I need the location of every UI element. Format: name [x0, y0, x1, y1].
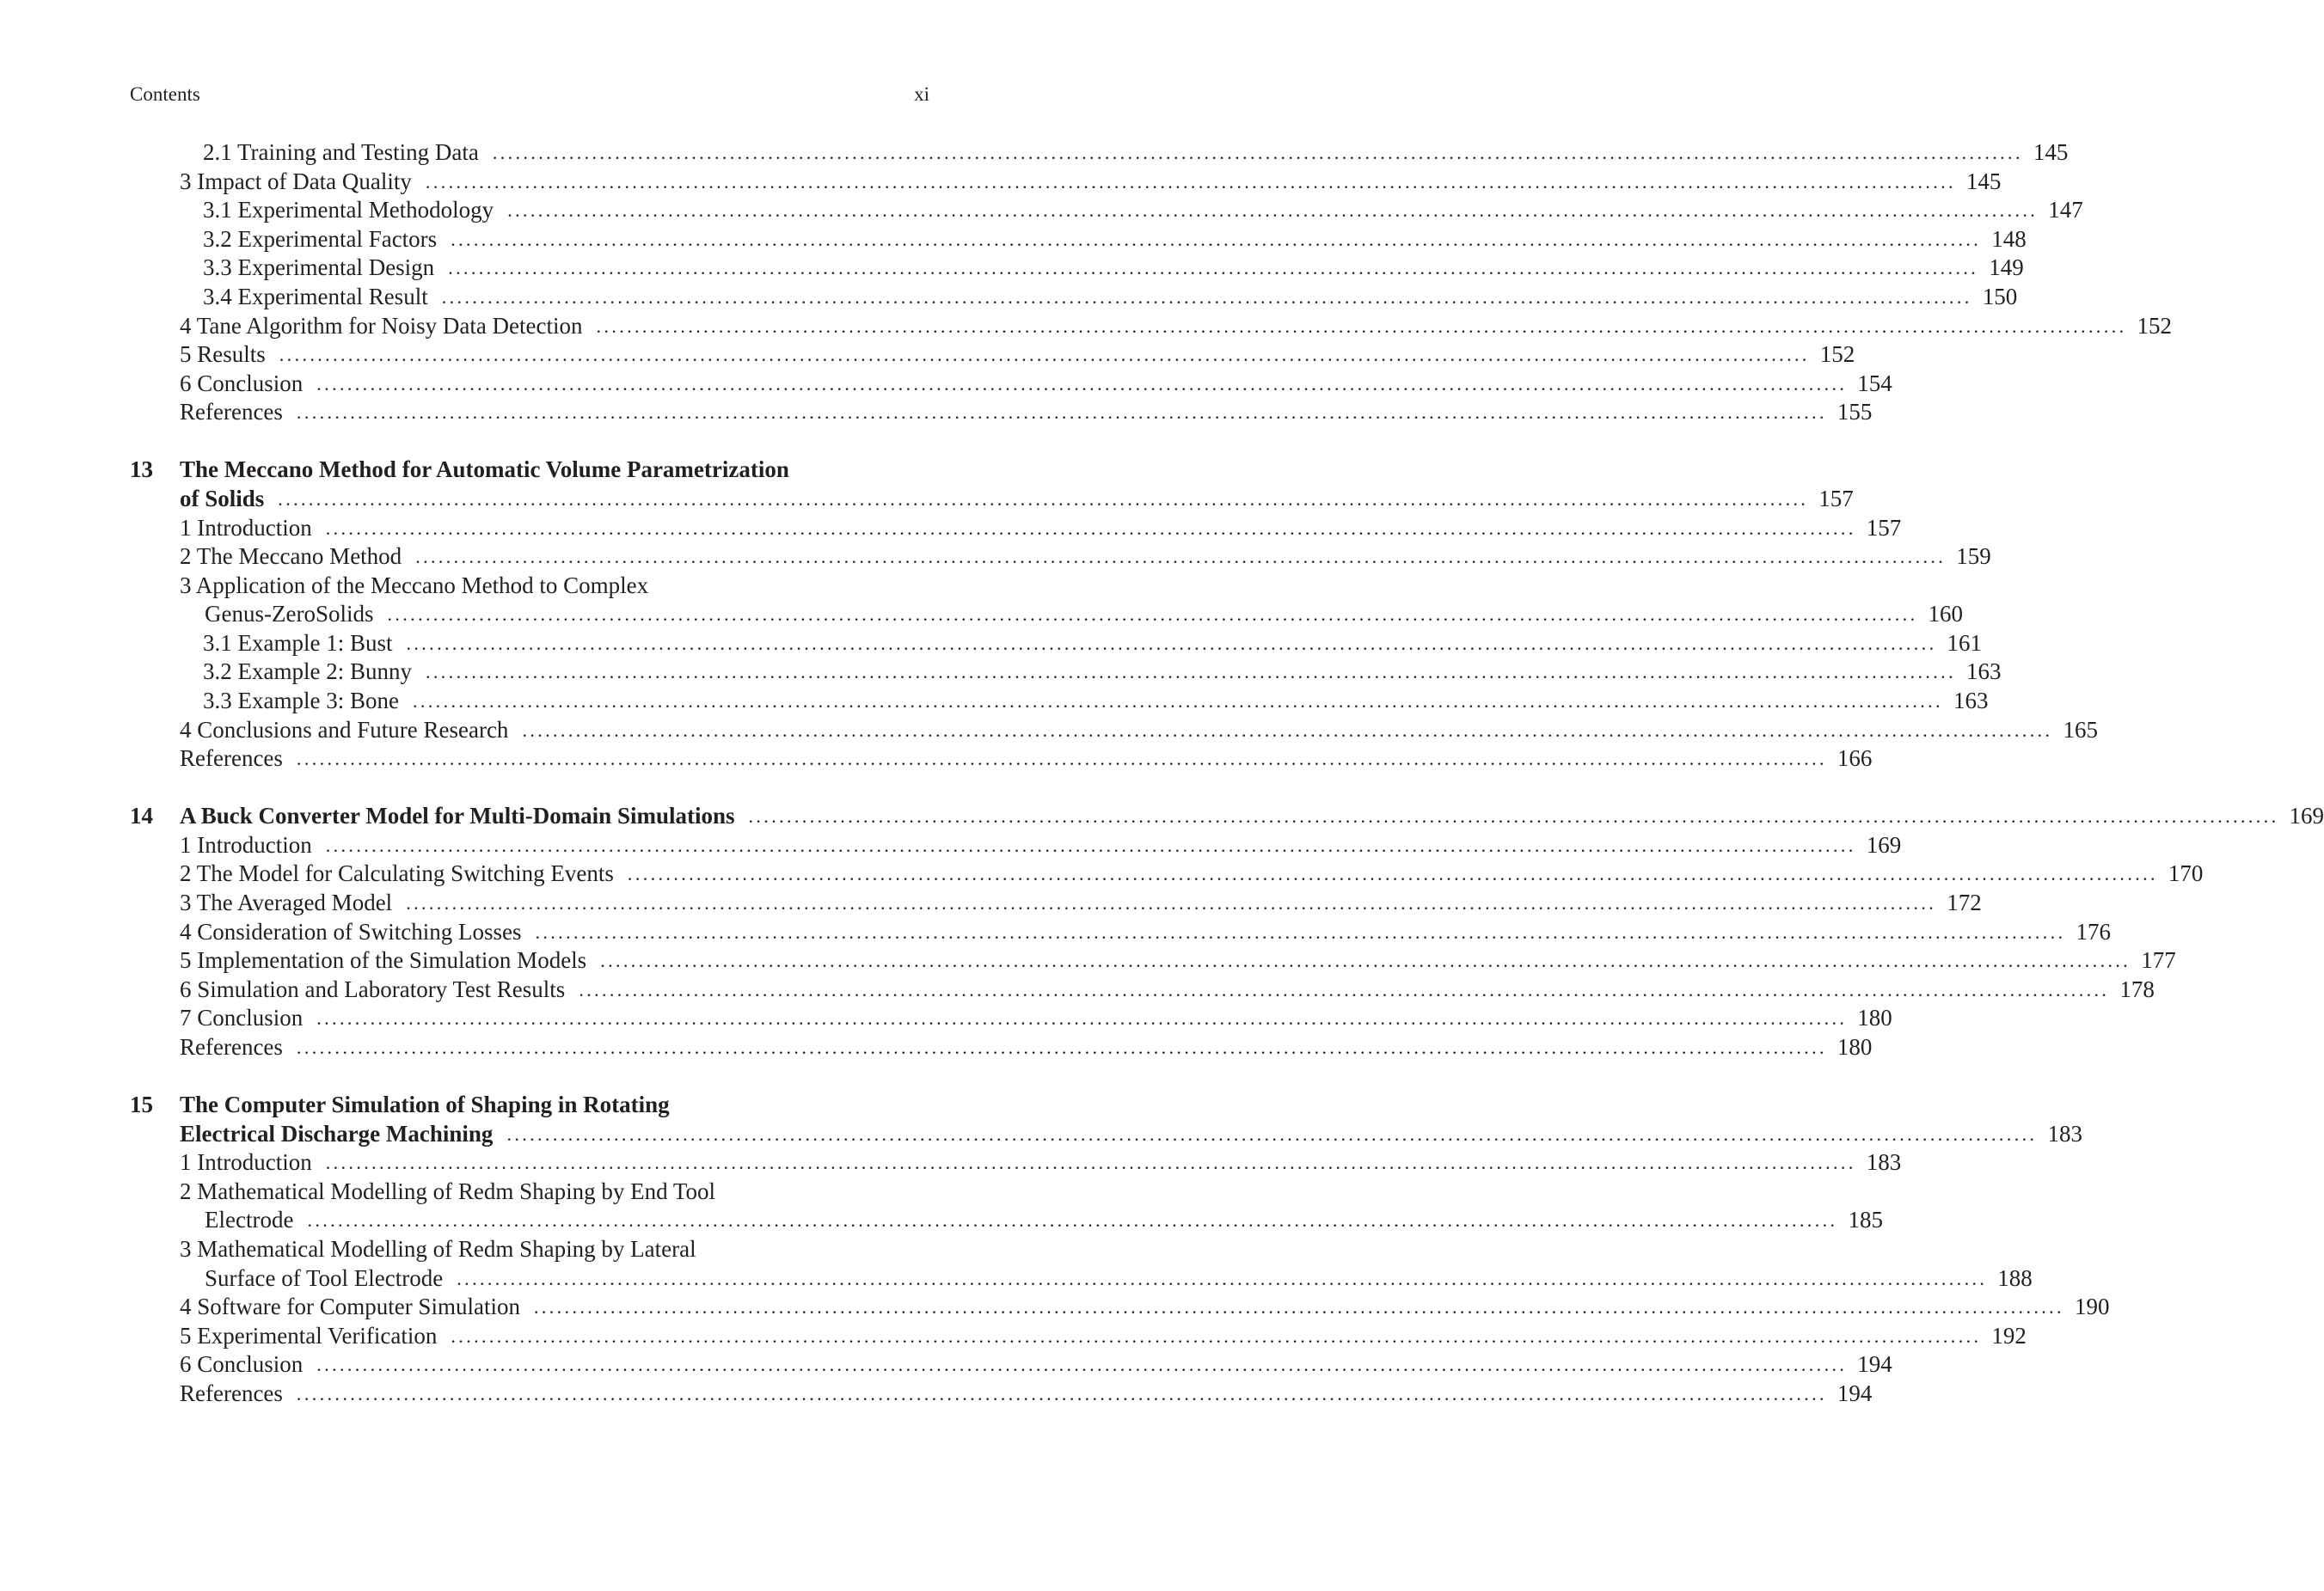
- toc-row: [130, 1206, 1883, 1235]
- table-of-contents: [130, 138, 2324, 1409]
- toc-chapter-row: [130, 1091, 929, 1120]
- leader-dots: ........................................................................................................................................................................................................: [425, 661, 1956, 683]
- leader-dots: ........................................................................................................................................................................................................: [296, 1382, 1827, 1404]
- running-title: Contents: [130, 83, 200, 105]
- entry-title: 7 Conclusion: [180, 1005, 304, 1031]
- leader-dots: ........................................................................................................................................................................................................: [492, 142, 2023, 163]
- leader-dots: ........................................................................................................................................................................................................: [278, 487, 1809, 510]
- entry-title: 3.1 Experimental Methodology: [203, 197, 494, 223]
- chapter-number: 15: [130, 1091, 153, 1117]
- entry-page-number: 177: [2141, 947, 2176, 974]
- entry-page-number: 169: [2289, 803, 2324, 829]
- entry-title: References: [180, 745, 283, 772]
- entry-title: References: [180, 1380, 283, 1406]
- entry-title: 6 Conclusion: [180, 1351, 304, 1378]
- entry-page-number: 165: [2063, 716, 2098, 743]
- entry-title: A Buck Converter Model for Multi-Domain Simulations: [180, 803, 735, 829]
- leader-dots: ........................................................................................................................................................................................................: [296, 748, 1827, 770]
- toc-row: [130, 600, 1963, 629]
- leader-dots: ........................................................................................................................................................................................................: [748, 805, 2279, 828]
- toc-row: [130, 629, 1982, 658]
- leader-dots: ........................................................................................................................................................................................................: [316, 1007, 1848, 1030]
- leader-dots: ........................................................................................................................................................................................................: [448, 257, 1979, 279]
- toc-row: [130, 196, 2083, 225]
- toc-row: [130, 831, 1902, 860]
- entry-title: 3.2 Example 2: Bunny: [203, 658, 412, 685]
- toc-row: [130, 254, 2024, 283]
- entry-title: The Meccano Method for Automatic Volume Parametrization: [180, 456, 789, 483]
- leader-dots: ........................................................................................................................................................................................................: [507, 199, 2039, 222]
- entry-page-number: 149: [1989, 254, 2024, 281]
- entry-page-number: 166: [1837, 745, 1873, 772]
- leader-dots: ........................................................................................................................................................................................................: [579, 978, 2110, 1000]
- entry-page-number: 161: [1947, 629, 1982, 656]
- toc-chapter-row: [130, 802, 2324, 831]
- entry-page-number: 154: [1857, 370, 1892, 396]
- entry-page-number: 169: [1866, 831, 1902, 858]
- entry-title: 6 Simulation and Laboratory Test Results: [180, 976, 566, 1002]
- leader-dots: ........................................................................................................................................................................................................: [406, 892, 1937, 915]
- toc-row: [130, 1350, 1892, 1380]
- toc-row: [130, 658, 2002, 687]
- toc-row: [130, 918, 2111, 947]
- entry-page-number: 178: [2119, 976, 2155, 1002]
- entry-page-number: 148: [1991, 225, 2027, 252]
- entry-page-number: 152: [2137, 312, 2173, 339]
- entry-title: Surface of Tool Electrode: [205, 1264, 444, 1291]
- toc-row: [130, 716, 2098, 745]
- leader-dots: ........................................................................................................................................................................................................: [415, 546, 1947, 568]
- entry-page-number: 194: [1837, 1380, 1873, 1406]
- entry-title: 3.1 Example 1: Bust: [203, 629, 393, 656]
- entry-title: 4 Tane Algorithm for Noisy Data Detection: [180, 312, 583, 339]
- entry-page-number: 160: [1928, 601, 1963, 627]
- leader-dots: ........................................................................................................................................................................................................: [279, 344, 1810, 366]
- entry-title: 4 Consideration of Switching Losses: [180, 918, 522, 945]
- toc-chapter-row: [130, 456, 929, 485]
- entry-title: Electrode: [205, 1207, 294, 1233]
- entry-page-number: 185: [1848, 1207, 1883, 1233]
- entry-page-number: 188: [1997, 1264, 2033, 1291]
- toc-row: [130, 976, 2155, 1005]
- toc-row: [130, 398, 1873, 427]
- toc-row: [130, 283, 2018, 312]
- entry-title: Genus-ZeroSolids: [205, 601, 374, 627]
- leader-dots: ........................................................................................................................................................................................................: [307, 1209, 1838, 1232]
- leader-dots: ........................................................................................................................................................................................................: [627, 863, 2158, 885]
- leader-dots: ........................................................................................................................................................................................................: [325, 834, 1856, 856]
- leader-dots: ........................................................................................................................................................................................................: [406, 632, 1937, 654]
- entry-page-number: 145: [1965, 168, 2002, 194]
- entry-page-number: 183: [2047, 1120, 2082, 1147]
- chapter-number: 13: [130, 456, 153, 483]
- entry-title: 3 Mathematical Modelling of Redm Shaping by Lateral: [180, 1235, 696, 1262]
- entry-page-number: 183: [1866, 1149, 1902, 1176]
- toc-row: [130, 1178, 929, 1207]
- toc-row: [130, 340, 1855, 370]
- entry-page-number: 190: [2074, 1294, 2110, 1320]
- toc-row: [130, 1235, 929, 1264]
- leader-dots: ........................................................................................................................................................................................................: [506, 1123, 2038, 1145]
- entry-title: 5 Experimental Verification: [180, 1322, 438, 1349]
- entry-page-number: 176: [2076, 918, 2111, 945]
- toc-row: [130, 687, 1989, 716]
- toc-row: [130, 572, 929, 601]
- toc-row: [130, 312, 2173, 341]
- entry-title: 1 Introduction: [180, 831, 312, 858]
- toc-row: [130, 860, 2204, 889]
- entry-page-number: 163: [1965, 658, 2002, 685]
- entry-title: 6 Conclusion: [180, 370, 304, 396]
- toc-row: [130, 744, 1873, 774]
- toc-row: [130, 1293, 2110, 1322]
- toc-row: [130, 1322, 2027, 1351]
- entry-page-number: 172: [1947, 890, 1982, 916]
- entry-title: 3 The Averaged Model: [180, 890, 393, 916]
- entry-page-number: 163: [1953, 688, 1989, 714]
- entry-title: 4 Conclusions and Future Research: [180, 716, 509, 743]
- toc-chapter-row: [130, 485, 1854, 514]
- chapter-number: 14: [130, 803, 153, 829]
- entry-title: of Solids: [180, 485, 265, 511]
- entry-page-number: 152: [1819, 341, 1855, 368]
- toc-row: [130, 370, 1892, 399]
- leader-dots: ........................................................................................................................................................................................................: [596, 315, 2127, 337]
- entry-page-number: 192: [1991, 1322, 2027, 1349]
- leader-dots: ........................................................................................................................................................................................................: [522, 719, 2053, 741]
- leader-dots: ........................................................................................................................................................................................................: [296, 401, 1827, 424]
- toc-row: [130, 889, 1982, 918]
- leader-dots: ........................................................................................................................................................................................................: [600, 950, 2131, 972]
- toc-row: [130, 138, 2069, 168]
- entry-title: 2 The Model for Calculating Switching Events: [180, 860, 614, 887]
- entry-page-number: 155: [1837, 399, 1873, 425]
- leader-dots: ........................................................................................................................................................................................................: [316, 1354, 1848, 1376]
- leader-dots: ........................................................................................................................................................................................................: [457, 1267, 1988, 1289]
- entry-title: 1 Introduction: [180, 1149, 312, 1176]
- entry-page-number: 159: [1956, 543, 1991, 570]
- toc-row: [130, 514, 1902, 543]
- leader-dots: ........................................................................................................................................................................................................: [412, 690, 1943, 713]
- leader-dots: ........................................................................................................................................................................................................: [533, 1296, 2064, 1319]
- entry-page-number: 147: [2048, 197, 2083, 223]
- entry-title: 2 The Meccano Method: [180, 543, 402, 570]
- entry-title: 3 Impact of Data Quality: [180, 168, 412, 194]
- leader-dots: ........................................................................................................................................................................................................: [325, 1152, 1856, 1174]
- entry-page-number: 180: [1857, 1005, 1892, 1031]
- leader-dots: ........................................................................................................................................................................................................: [316, 372, 1848, 395]
- toc-row: [130, 225, 2027, 254]
- toc-row: [130, 1264, 2033, 1294]
- entry-page-number: 145: [2033, 139, 2069, 165]
- entry-page-number: 194: [1857, 1351, 1892, 1378]
- entry-title: 3.3 Example 3: Bone: [203, 688, 399, 714]
- entry-title: 3.4 Experimental Result: [203, 283, 428, 309]
- entry-title: 5 Implementation of the Simulation Models: [180, 947, 587, 974]
- toc-row: [130, 168, 2002, 197]
- toc-row: [130, 1380, 1873, 1409]
- leader-dots: ........................................................................................................................................................................................................: [325, 517, 1856, 539]
- leader-dots: ........................................................................................................................................................................................................: [451, 1325, 1982, 1347]
- entry-page-number: 180: [1837, 1034, 1873, 1060]
- toc-row: [130, 1004, 1892, 1033]
- entry-title: References: [180, 1034, 283, 1060]
- toc-row: [130, 1148, 1902, 1178]
- toc-row: [130, 1033, 1873, 1062]
- leader-dots: ........................................................................................................................................................................................................: [296, 1037, 1827, 1058]
- entry-title: 3.2 Experimental Factors: [203, 225, 438, 252]
- leader-dots: ........................................................................................................................................................................................................: [441, 285, 1972, 308]
- entry-title: Electrical Discharge Machining: [180, 1120, 494, 1147]
- leader-dots: ........................................................................................................................................................................................................: [451, 228, 1982, 250]
- leader-dots: ........................................................................................................................................................................................................: [535, 921, 2066, 943]
- entry-title: The Computer Simulation of Shaping in Rotating: [180, 1091, 670, 1117]
- toc-chapter-row: [130, 1120, 2082, 1149]
- entry-title: 5 Results: [180, 341, 266, 368]
- leader-dots: ........................................................................................................................................................................................................: [425, 170, 1956, 193]
- entry-title: References: [180, 399, 283, 425]
- toc-row: [130, 542, 1991, 572]
- page-number: xi: [914, 83, 929, 105]
- entry-title: 2 Mathematical Modelling of Redm Shaping by End Tool: [180, 1178, 716, 1204]
- entry-title: 4 Software for Computer Simulation: [180, 1294, 520, 1320]
- entry-title: 3 Application of the Meccano Method to Complex: [180, 572, 649, 598]
- entry-title: 3.3 Experimental Design: [203, 254, 435, 281]
- entry-page-number: 157: [1866, 514, 1902, 541]
- entry-title: 2.1 Training and Testing Data: [203, 139, 479, 165]
- entry-title: 1 Introduction: [180, 514, 312, 541]
- entry-page-number: 170: [2168, 860, 2204, 887]
- entry-page-number: 157: [1818, 485, 1854, 511]
- entry-page-number: 150: [1982, 283, 2018, 309]
- leader-dots: ........................................................................................................................................................................................................: [387, 603, 1918, 626]
- toc-row: [130, 946, 2176, 976]
